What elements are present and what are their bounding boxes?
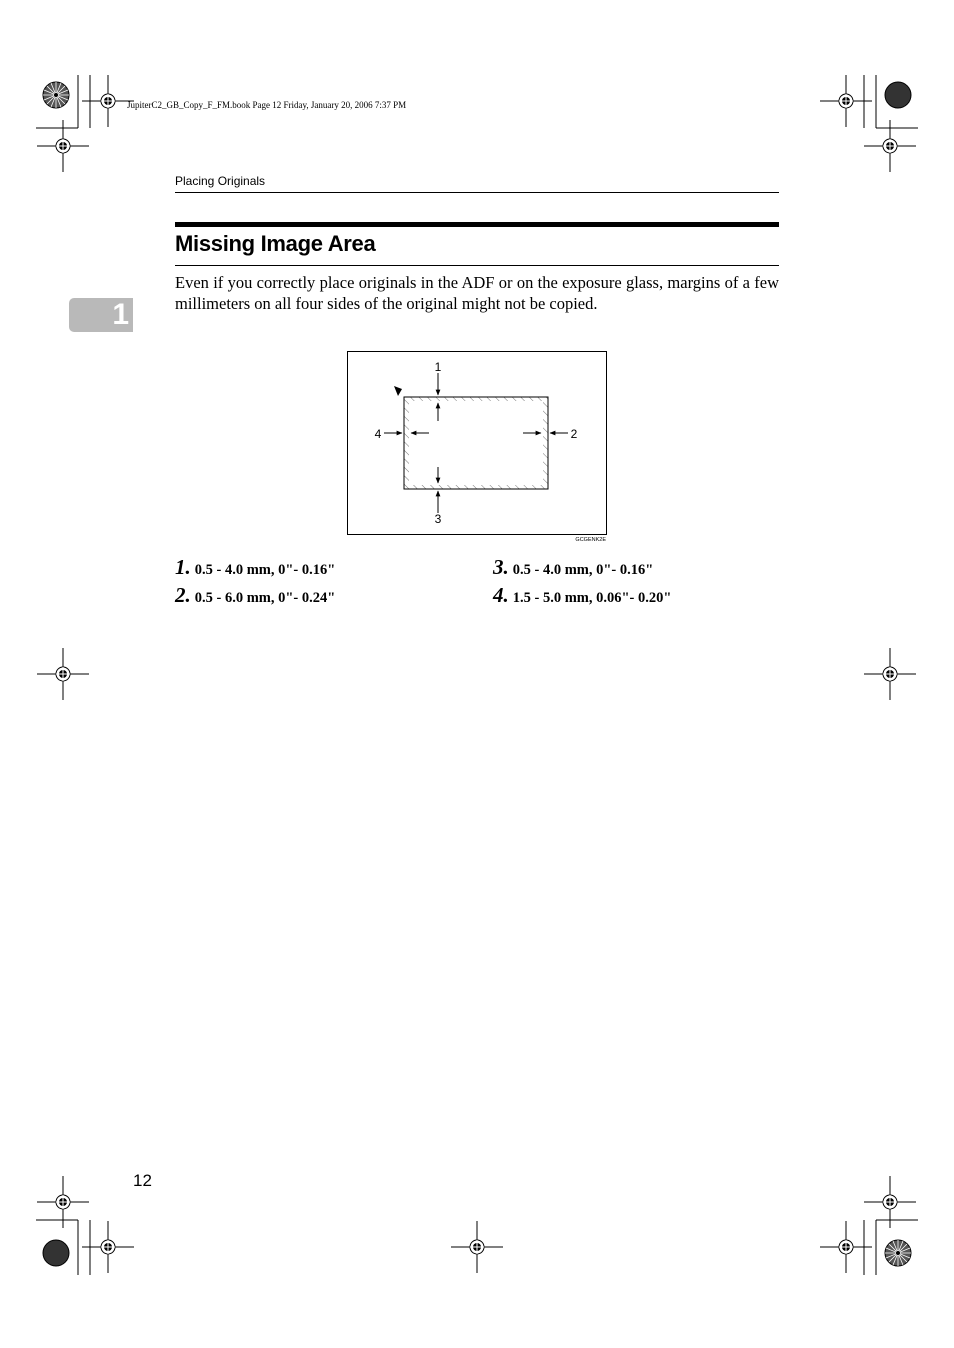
section-title-rule <box>175 265 779 266</box>
list-item-text: 0.5 - 6.0 mm, 0"- 0.24" <box>194 590 336 606</box>
list-item-number: 2. <box>175 583 191 607</box>
list-item <box>493 583 671 608</box>
diagram-label-2: 2 <box>570 427 578 441</box>
section-body: Even if you correctly place originals in the ADF or on the exposure glass, margins of a few millimeters on all four sides of the original might not be copied. <box>175 273 779 313</box>
diagram-label-3: 3 <box>434 512 442 526</box>
book-info-line: JupiterC2_GB_Copy_F_FM.book Page 12 Friday, January 20, 2006 7:37 PM <box>127 100 407 110</box>
page-number: 12 <box>133 1171 152 1190</box>
list-item <box>175 583 335 608</box>
copied-area <box>409 401 543 485</box>
list-item-text: 0.5 - 4.0 mm, 0"- 0.16" <box>194 562 336 578</box>
diagram-label-1: 1 <box>434 360 442 374</box>
section-title: Missing Image Area <box>175 231 376 256</box>
missing-area-diagram <box>347 351 607 541</box>
figure-code: GCGENK2E <box>575 537 606 541</box>
running-title: Placing Originals <box>175 174 266 188</box>
list-item-number: 3. <box>493 555 509 579</box>
list-item <box>493 555 653 580</box>
list-item-text: 1.5 - 5.0 mm, 0.06"- 0.20" <box>512 590 672 606</box>
list-item-number: 4. <box>493 583 509 607</box>
corner-mark-icon <box>394 386 402 396</box>
header-rule <box>175 192 779 193</box>
list-item <box>175 555 335 580</box>
list-item-number: 1. <box>175 555 191 579</box>
registration-star-icon <box>43 82 69 108</box>
section-title-bar <box>175 222 779 227</box>
chapter-number: 1 <box>112 298 129 331</box>
list-item-text: 0.5 - 4.0 mm, 0"- 0.16" <box>512 562 654 578</box>
diagram-label-4: 4 <box>374 427 382 441</box>
